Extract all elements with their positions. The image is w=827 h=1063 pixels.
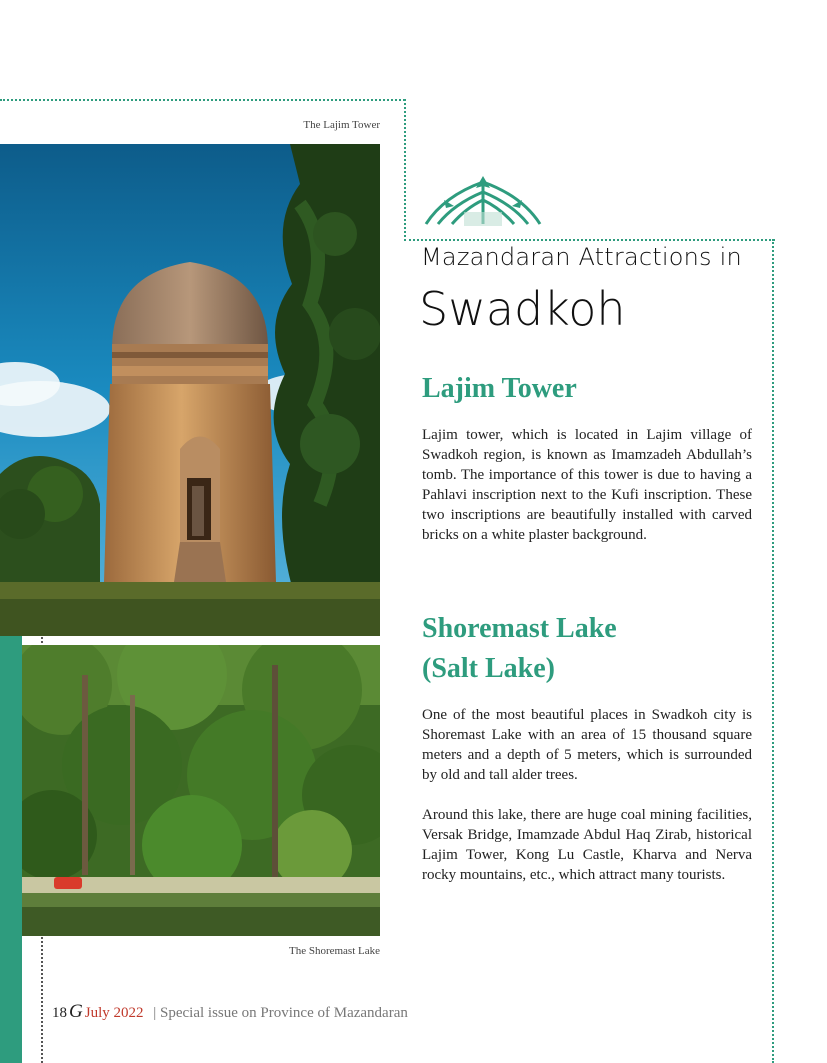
- header-dotted-rule: [404, 239, 775, 241]
- footer-separator: |: [153, 1005, 157, 1021]
- top-dotted-rule: [0, 99, 405, 101]
- section-heading-lajim-tower: Lajim Tower: [422, 373, 577, 404]
- section-body-shoremast-lake-p1: One of the most beautiful places in Swadkoh city is Shoremast Lake with an area of 15 thousand square meters and a depth of 5 meters, which is surrounded by old and tall alder trees.: [422, 707, 752, 783]
- shoremast-lake-illustration: [22, 645, 380, 936]
- page-number: 18: [52, 1005, 67, 1021]
- section-body-shoremast-lake-p2: Around this lake, there are huge coal mining facilities, Versak Bridge, Imamzade Abdul Haq Zirab, historical Lajim Tower, Kong Lu Castle, Kharva and Nerva rocky mountains, etc., which attract many tourists.: [422, 807, 752, 883]
- header-kicker: Mazandaran Attractions in: [421, 243, 742, 271]
- top-photo-caption: The Lajim Tower: [303, 119, 380, 131]
- page-title: Swadkoh: [419, 282, 626, 336]
- section-body-lajim-tower: Lajim tower, which is located in Lajim village of Swadkoh region, is known as Imamzadeh Abdullah’s tomb. The importance of this tower is due to having a Pahlavi inscription next to the Kufi inscription. These two inscriptions are beautifully installed with carved bricks on a white plaster background.: [422, 427, 752, 543]
- magazine-logo: G: [69, 1001, 83, 1022]
- lajim-tower-illustration: [0, 144, 380, 636]
- top-dotted-divider: [404, 99, 406, 241]
- right-dotted-border: [772, 239, 774, 1063]
- lotus-ornament-icon: [424, 176, 542, 228]
- issue-title: Special issue on Province of Mazandaran: [160, 1005, 408, 1021]
- shoremast-lake-photo: [22, 645, 380, 936]
- bottom-photo-caption: The Shoremast Lake: [288, 945, 380, 957]
- page-footer: [52, 1001, 408, 1023]
- issue-date: July 2022: [84, 1005, 144, 1021]
- section-heading-shoremast-lake-line1: Shoremast Lake: [422, 613, 617, 644]
- section-heading-shoremast-lake-line2: (Salt Lake): [422, 653, 555, 684]
- lajim-tower-photo: [0, 144, 380, 636]
